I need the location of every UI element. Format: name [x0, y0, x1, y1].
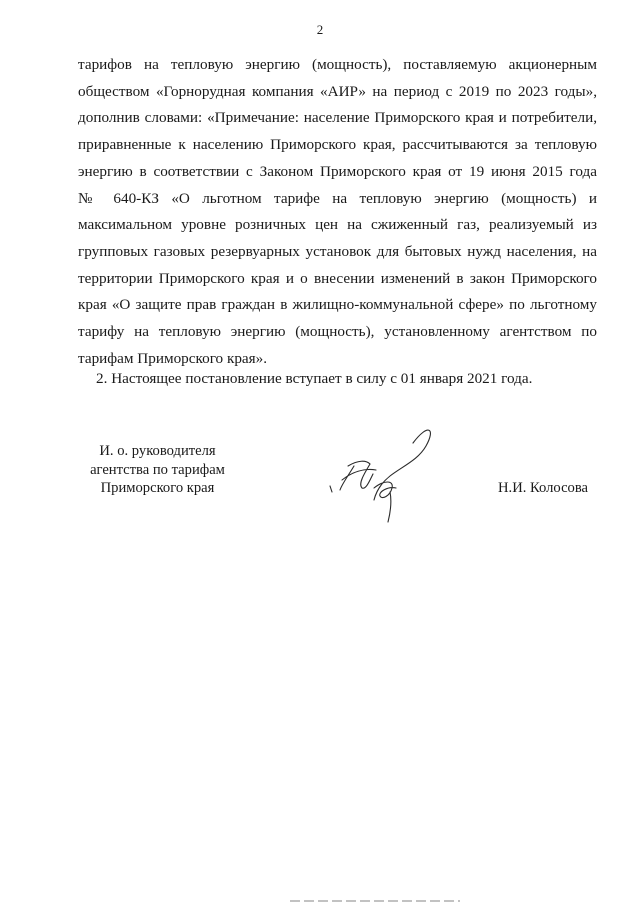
signer-name: Н.И. Колосова: [498, 480, 589, 496]
paragraph-1: [78, 52, 597, 372]
paragraph-2: 2. Настоящее постановление вступает в силу с 01 января 2021 года.: [96, 370, 533, 387]
paragraph-1-line: территории Приморского края и о внесении изменений в закон Приморского: [78, 269, 597, 287]
signer-title-line: Приморского края: [100, 480, 215, 496]
signer-title-line: агентства по тарифам: [90, 461, 225, 478]
paragraph-1-line: групповых газовых резервуарных установок для бытовых нужд населения, на: [78, 242, 597, 260]
paragraph-1-line: приравненные к населению Приморского края, рассчитываются за тепловую: [78, 136, 597, 154]
paragraph-1-line: № 640-КЗ «О льготном тарифе на тепловую энергию (мощность) и: [78, 189, 597, 207]
page-number: 2: [316, 22, 324, 37]
paragraph-1-line: дополнив словами: «Примечание: население Приморского края и потребители,: [78, 109, 597, 127]
handwritten-signature: [318, 418, 438, 528]
paragraph-1-line: тарифам Приморского края».: [78, 349, 268, 367]
signer-title-line: И. о. руководителя: [99, 443, 216, 459]
signer-title: [75, 442, 240, 498]
paragraph-1-line: энергию в соответствии с Законом Приморского края от 19 июня 2015 года: [78, 162, 597, 180]
scan-artifact: [290, 900, 460, 902]
paragraph-1-line: тарифу на тепловую энергию (мощность), установленному агентством по: [78, 323, 597, 341]
paragraph-1-line: максимальном уровне розничных цен на сжиженный газ, реализуемый из: [78, 216, 597, 234]
paragraph-1-line: обществом «Горнорудная компания «АИР» на период с 2019 по 2023 годы»,: [78, 82, 597, 100]
paragraph-1-line: края «О защите прав граждан в жилищно-коммунальной сфере» по льготному: [78, 296, 597, 314]
paragraph-1-line: тарифов на тепловую энергию (мощность), поставляемую акционерным: [78, 56, 597, 73]
